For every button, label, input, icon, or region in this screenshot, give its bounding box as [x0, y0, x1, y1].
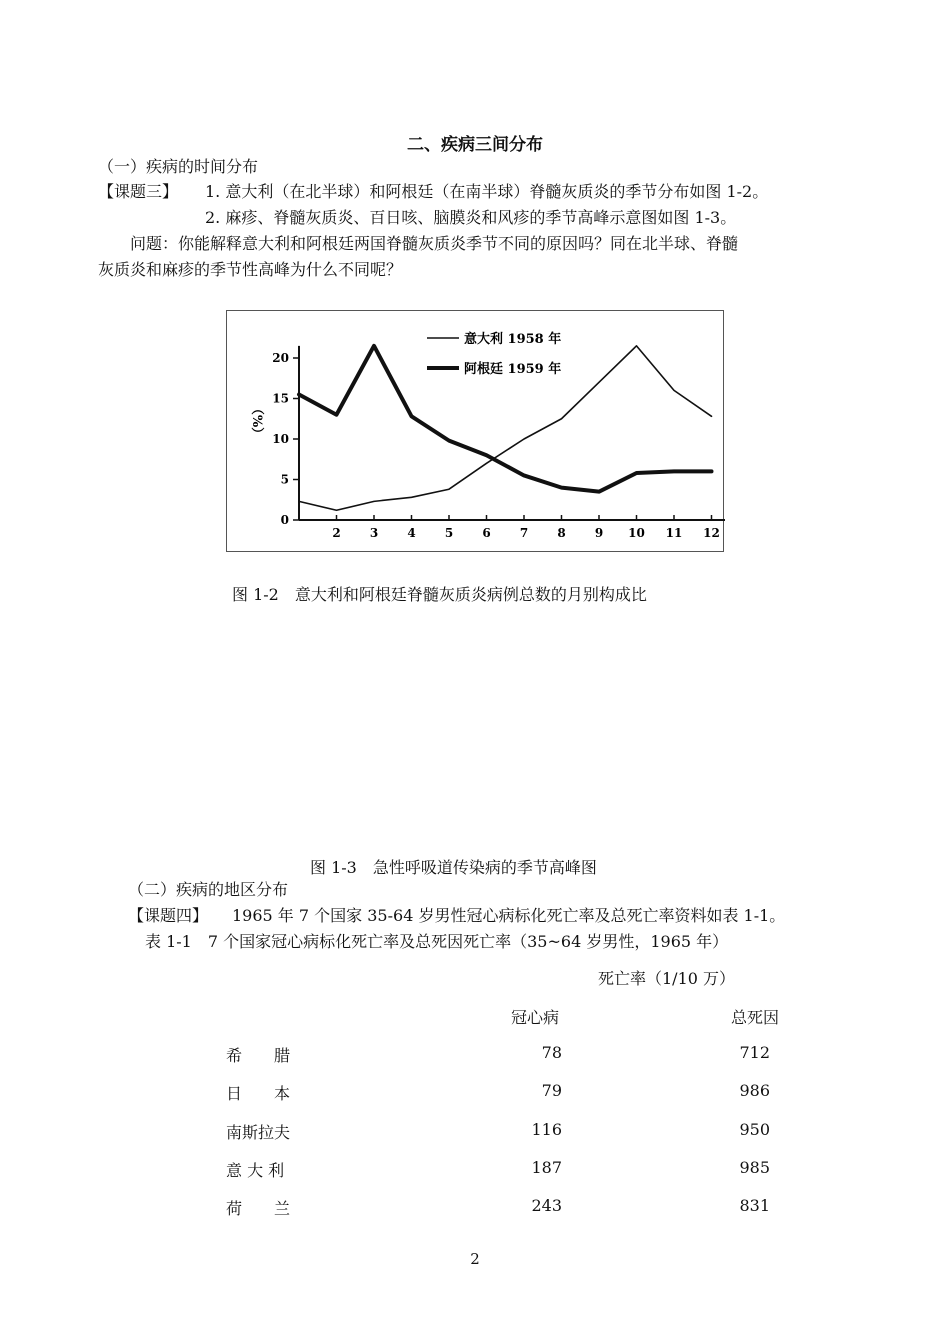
figure-1-3-caption: 图 1-3 急性呼吸道传染病的季节高峰图	[310, 858, 597, 877]
table-cell-total: 712	[739, 1043, 770, 1062]
table-cell-country: 日 本	[226, 1084, 291, 1103]
task3-item2: 2. 麻疹、脊髓灰质炎、百日咳、脑膜炎和风疹的季节高峰示意图如图 1-3。	[205, 208, 737, 227]
x-tick-label: 12	[703, 526, 720, 540]
x-tick-label: 3	[369, 526, 379, 540]
table-cell-chd: 116	[531, 1120, 562, 1139]
task4-text: 1965 年 7 个国家 35-64 岁男性冠心病标化死亡率及总死亡率资料如表 1-1。	[232, 906, 786, 925]
x-tick-label: 4	[407, 526, 416, 540]
subsection-time-heading: （一）疾病的时间分布	[98, 157, 259, 176]
table-group-header: 死亡率（1/10 万）	[598, 969, 736, 988]
y-tick-label: 5	[280, 472, 289, 487]
table-cell-country: 希 腊	[226, 1046, 291, 1065]
y-tick-label: 15	[272, 391, 289, 406]
task3-question-line2: 灰质炎和麻疹的季节性高峰为什么不同呢？	[98, 260, 403, 279]
task3-item1: 1. 意大利（在北半球）和阿根廷（在南半球）脊髓灰质炎的季节分布如图 1-2。	[205, 182, 769, 201]
table-cell-country: 南斯拉夫	[226, 1123, 291, 1142]
x-tick-label: 10	[628, 526, 645, 540]
figure-1-2-chart	[226, 310, 724, 552]
table-cell-total: 950	[739, 1120, 770, 1139]
subsection-region-heading: （二）疾病的地区分布	[128, 880, 289, 899]
table-cell-country: 意 大 利	[226, 1161, 285, 1180]
x-tick-label: 7	[519, 526, 529, 540]
table-cell-total: 831	[739, 1196, 770, 1215]
x-tick-label: 6	[482, 526, 491, 540]
y-tick-label: 10	[272, 432, 289, 446]
y-tick-label: 20	[272, 351, 289, 365]
y-axis-label: （%）	[249, 401, 264, 441]
y-tick-label: 0	[280, 513, 289, 527]
table-cell-chd: 187	[531, 1158, 562, 1177]
page-number: 2	[470, 1250, 480, 1268]
chart-canvas	[227, 311, 725, 553]
table-col-header-total: 总死因	[731, 1008, 780, 1027]
x-tick-label: 11	[665, 526, 683, 540]
table-cell-chd: 78	[541, 1043, 562, 1062]
table-cell-country: 荷 兰	[226, 1199, 291, 1218]
table-cell-chd: 243	[531, 1196, 562, 1215]
table-cell-total: 985	[739, 1158, 770, 1177]
task4-label: 【课题四】	[128, 906, 209, 925]
x-tick-label: 2	[332, 526, 341, 540]
x-tick-label: 9	[594, 526, 604, 540]
task3-label: 【课题三】	[98, 182, 179, 201]
legend-label-2: 阿根廷 1959 年	[464, 362, 562, 377]
table-col-header-chd: 冠心病	[511, 1008, 560, 1027]
section-title: 二、疾病三间分布	[407, 135, 543, 155]
x-tick-label: 5	[444, 526, 454, 540]
table-cell-chd: 79	[541, 1081, 562, 1100]
task3-question-line1: 问题：你能解释意大利和阿根廷两国脊髓灰质炎季节不同的原因吗？同在北半球、脊髓	[130, 234, 739, 253]
x-tick-label: 8	[557, 526, 566, 540]
table-cell-total: 986	[739, 1081, 770, 1100]
legend-label-1: 意大利 1958 年	[464, 332, 562, 347]
table-caption: 表 1-1 7 个国家冠心病标化死亡率及总死因死亡率（35~64 岁男性，1965 年）	[145, 932, 729, 951]
figure-1-2-caption: 图 1-2 意大利和阿根廷脊髓灰质炎病例总数的月别构成比	[232, 585, 647, 604]
